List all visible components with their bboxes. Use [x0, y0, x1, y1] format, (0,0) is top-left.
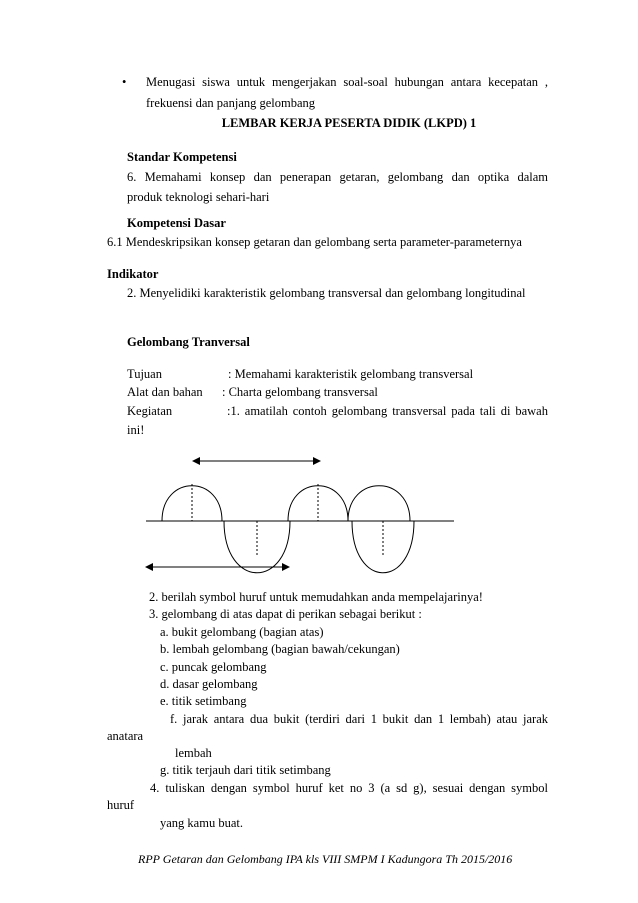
indikator-heading: Indikator: [107, 267, 159, 281]
indikator-line1: 2. Menyelidiki karakteristik gelombang transversal dan gelombang longitudinal: [127, 286, 526, 300]
page-footer: RPP Getaran dan Gelombang IPA kls VIII SMPM I Kadungora Th 2015/2016: [138, 852, 513, 866]
standar-heading: Standar Kompetensi: [127, 150, 237, 164]
crest-3: [348, 486, 410, 521]
step-3g: g. titik terjauh dari titik setimbang: [160, 763, 331, 777]
bullet-text-line2: frekuensi dan panjang gelombang: [146, 96, 316, 110]
step-4-line3: yang kamu buat.: [160, 816, 243, 830]
alat-value: : Charta gelombang transversal: [222, 385, 378, 399]
step-2: 2. berilah symbol huruf untuk memudahkan anda mempelajarinya!: [149, 590, 483, 604]
step-3f-line2: anatara: [107, 729, 144, 743]
step-3d: d. dasar gelombang: [160, 677, 258, 691]
kompetensi-line1: 6.1 Mendeskripsikan konsep getaran dan gelombang serta parameter-parameternya: [107, 235, 522, 249]
bullet-icon: •: [122, 75, 127, 89]
step-3c: c. puncak gelombang: [160, 660, 267, 674]
tujuan-label: Tujuan: [127, 367, 162, 381]
step-4-line2: huruf: [107, 798, 135, 812]
standar-line1: 6. Memahami konsep dan penerapan getaran, gelombang dan optika dalam: [127, 170, 548, 184]
crest-1: [162, 486, 222, 521]
kegiatan-cont: ini!: [127, 423, 145, 437]
step-3e: e. titik setimbang: [160, 694, 247, 708]
bullet-text-line1: Menugasi siswa untuk mengerjakan soal-soal hubungan antara kecepatan ,: [146, 75, 548, 89]
step-4-line1: 4. tuliskan dengan symbol huruf ket no 3 (a sd g), sesuai dengan symbol: [150, 781, 548, 795]
crest-2: [288, 486, 348, 521]
kegiatan-value: :1. amatilah contoh gelombang transversal pada tali di bawah: [227, 404, 548, 418]
step-3b: b. lembah gelombang (bagian bawah/cekungan): [160, 642, 400, 656]
gelombang-heading: Gelombang Tranversal: [127, 335, 250, 349]
step-3f-line1: f. jarak antara dua bukit (terdiri dari 1 bukit dan 1 lembah) atau jarak: [170, 712, 548, 726]
kegiatan-label: Kegiatan: [127, 404, 173, 418]
standar-line2: produk teknologi sehari-hari: [127, 190, 270, 204]
tujuan-value: : Memahami karakteristik gelombang transversal: [228, 367, 474, 381]
kompetensi-heading: Kompetensi Dasar: [127, 216, 226, 230]
step-3f-line3: lembah: [175, 746, 212, 760]
step-3a: a. bukit gelombang (bagian atas): [160, 625, 324, 639]
page-title: LEMBAR KERJA PESERTA DIDIK (LKPD) 1: [221, 116, 477, 130]
alat-label: Alat dan bahan: [127, 385, 203, 399]
step-3: 3. gelombang di atas dapat di perikan sebagai berikut :: [149, 607, 422, 621]
